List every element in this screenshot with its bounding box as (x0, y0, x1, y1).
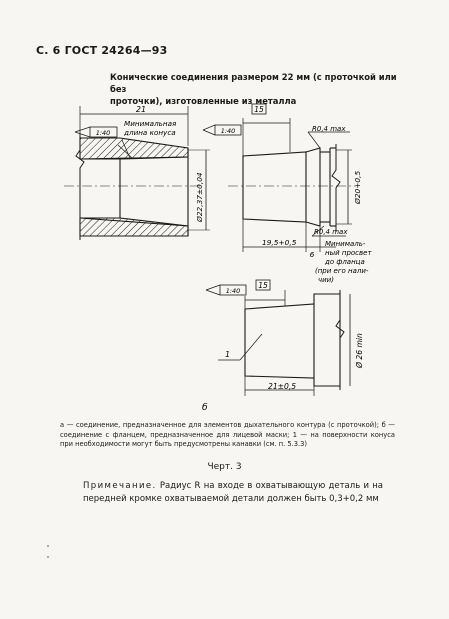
clearance-label-1: Минималь- (325, 240, 366, 248)
socket-min-length-label-2: длина конуса (124, 128, 176, 137)
flange-drawing (206, 280, 350, 396)
socket-dim-21: 21 (135, 105, 147, 114)
socket-wall-top (80, 138, 188, 159)
title-line-1: Конические соединения размером 22 мм (с проточкой или без (110, 72, 397, 94)
title-line-2: проточки), изготовленные из металла (110, 96, 297, 106)
cone-diameter: Ø20+0,5 (353, 170, 362, 204)
cone-dim-19-5: 19,5+0,5 (262, 238, 297, 247)
flange-leader-label: 1 (225, 350, 231, 359)
note-text: Радиус R на входе в охватывающую деталь и на передней кромке охватываемой детали должен быть 0,3+0,2 мм (83, 481, 383, 504)
flange-taper-ratio: 1:40 (225, 287, 241, 295)
flange-dim-15: 15 (258, 281, 268, 290)
note-block (83, 480, 383, 505)
clearance-label-4: (при его нали- (315, 267, 369, 275)
flange-dim-21: 21±0,5 (268, 382, 297, 391)
cone-radius-bottom: R0,4 max (314, 228, 348, 236)
clearance-label-3: до фланца (325, 258, 365, 266)
cone-taper-ratio: 1:40 (220, 127, 236, 135)
view-label-b: б (202, 403, 208, 413)
socket-diameter: Ø22,37±0,04 (195, 172, 204, 222)
clearance-label-2: ный просвет (325, 249, 372, 257)
page-header: С. 6 ГОСТ 24264—93 (36, 44, 168, 57)
clearance-label-5: чии) (318, 276, 334, 284)
note-label: Примечание. (83, 481, 157, 491)
socket-min-length-label-1: Минимальная (124, 119, 177, 128)
scan-speck (47, 545, 49, 547)
flange-diameter: Ø 26 min (355, 333, 364, 368)
figure-legend (60, 421, 395, 450)
legend-text: а — соединение, предназначенное для элементов дыхательного контура (с проточкой); б — соединение с фланцем, предназначенное для лицевой маски; 1 — на поверхности конуса при необходимости могут быть предусмотрены канавки (см. п. 5.3.3) (60, 421, 395, 449)
socket-taper-ratio: 1:40 (95, 129, 111, 137)
socket-wall-bottom (80, 218, 188, 236)
cone-radius-top: R0,4 max (312, 125, 346, 133)
cone-dim-6: 6 (309, 250, 315, 259)
scan-speck (47, 556, 49, 558)
cone-dim-15: 15 (254, 105, 264, 114)
figure-caption: Черт. 3 (207, 462, 242, 472)
